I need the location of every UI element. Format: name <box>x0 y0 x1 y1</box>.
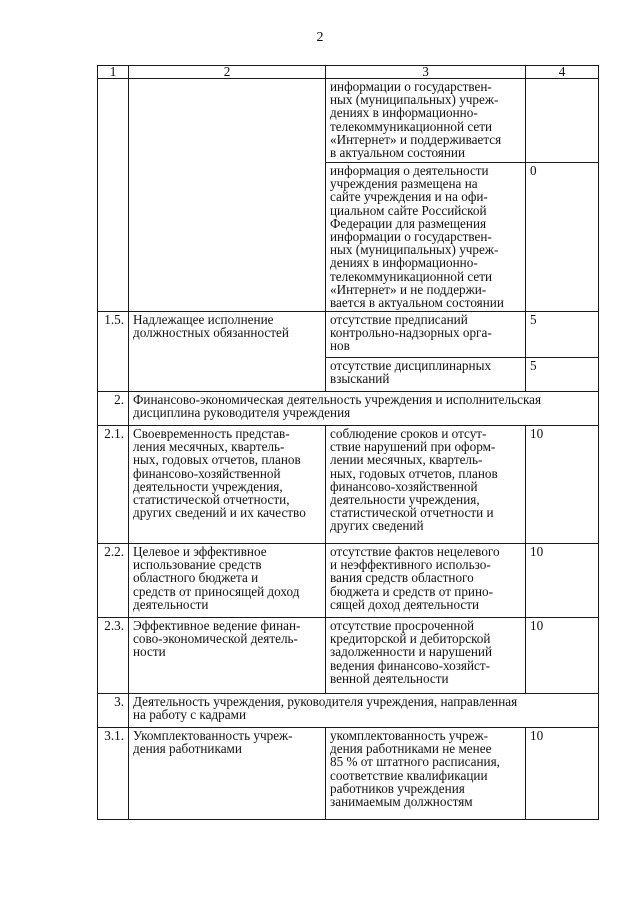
section-header-row <box>98 392 599 426</box>
table-row <box>98 618 599 694</box>
row-number-cell: 2.1. <box>98 426 129 544</box>
row-number-cell: 3.1. <box>98 728 129 820</box>
page-number: 2 <box>316 30 324 45</box>
table-row <box>98 312 599 358</box>
section-title: Финансово-экономическая деятельность учреждения и исполнительская дисциплина руководителя учреждения <box>129 392 599 426</box>
points-cell: 10 <box>526 544 599 618</box>
row-number-cell: 1.5. <box>98 312 129 392</box>
criterion-cell: информации о государствен- ных (муниципальных) учреж- дениях в информационно- телекоммуникационной сети «Интернет» и поддерживается в актуальном состоянии <box>326 79 526 163</box>
indicator-cell: Надлежащее исполнение должностных обязанностей <box>129 312 326 392</box>
criteria-table <box>97 65 599 820</box>
points-cell <box>526 79 599 163</box>
criterion-cell: соблюдение сроков и отсут- ствие нарушений при оформ- лении месячных, квартель- ных, годовых отчетов, планов финансово-хозяйственной деятельности учреждения, статистической отчетности и других сведений <box>326 426 526 544</box>
criterion-cell: отсутствие дисциплинарных взысканий <box>326 358 526 392</box>
points-cell: 0 <box>526 163 599 312</box>
table-row <box>98 728 599 820</box>
indicator-cell <box>129 79 326 312</box>
criterion-cell: информация о деятельности учреждения размещена на сайте учреждения и на офи- циальном сайте Российской Федерации для размещения информации о государствен- ных (муниципальных) учреж- дениях в информационно- телекоммуникационной сети «Интернет» и не поддержи- вается в актуальном состоянии <box>326 163 526 312</box>
points-cell: 10 <box>526 426 599 544</box>
section-number: 3. <box>98 694 129 728</box>
row-number-cell <box>98 79 129 312</box>
indicator-cell: Эффективное ведение финан- сово-экономической деятель- ности <box>129 618 326 694</box>
table-row <box>98 79 599 163</box>
criterion-cell: отсутствие просроченной кредиторской и дебиторской задолженности и нарушений ведения финансово-хозяйст- венной деятельности <box>326 618 526 694</box>
row-number-cell: 2.2. <box>98 544 129 618</box>
points-cell: 10 <box>526 728 599 820</box>
table-row <box>98 426 599 544</box>
criterion-cell: отсутствие предписаний контрольно-надзорных орга- нов <box>326 312 526 358</box>
points-cell: 10 <box>526 618 599 694</box>
indicator-cell: Укомплектованность учреж- дения работниками <box>129 728 326 820</box>
section-title: Деятельность учреждения, руководителя учреждения, направленная на работу с кадрами <box>129 694 599 728</box>
indicator-cell: Целевое и эффективное использование средств областного бюджета и средств от приносящей доход деятельности <box>129 544 326 618</box>
row-number-cell: 2.3. <box>98 618 129 694</box>
section-number: 2. <box>98 392 129 426</box>
indicator-cell: Своевременность представ- ления месячных, квартель- ных, годовых отчетов, планов финансово-хозяйственной деятельности учреждения, статистической отчетности, других сведений и их качество <box>129 426 326 544</box>
column-header-3: 3 <box>326 66 526 79</box>
criterion-cell: укомплектованность учреж- дения работниками не менее 85 % от штатного расписания, соответствие квалификации работников учреждения занимаемым должностям <box>326 728 526 820</box>
criterion-cell: отсутствие фактов нецелевого и неэффективного использо- вания средств областного бюджета и средств от прино- сящей доход деятельности <box>326 544 526 618</box>
points-cell: 5 <box>526 358 599 392</box>
column-header-2: 2 <box>129 66 326 79</box>
points-cell: 5 <box>526 312 599 358</box>
column-number-row <box>98 66 599 79</box>
table-row <box>98 544 599 618</box>
column-header-4: 4 <box>526 66 599 79</box>
section-header-row <box>98 694 599 728</box>
column-header-1: 1 <box>98 66 129 79</box>
